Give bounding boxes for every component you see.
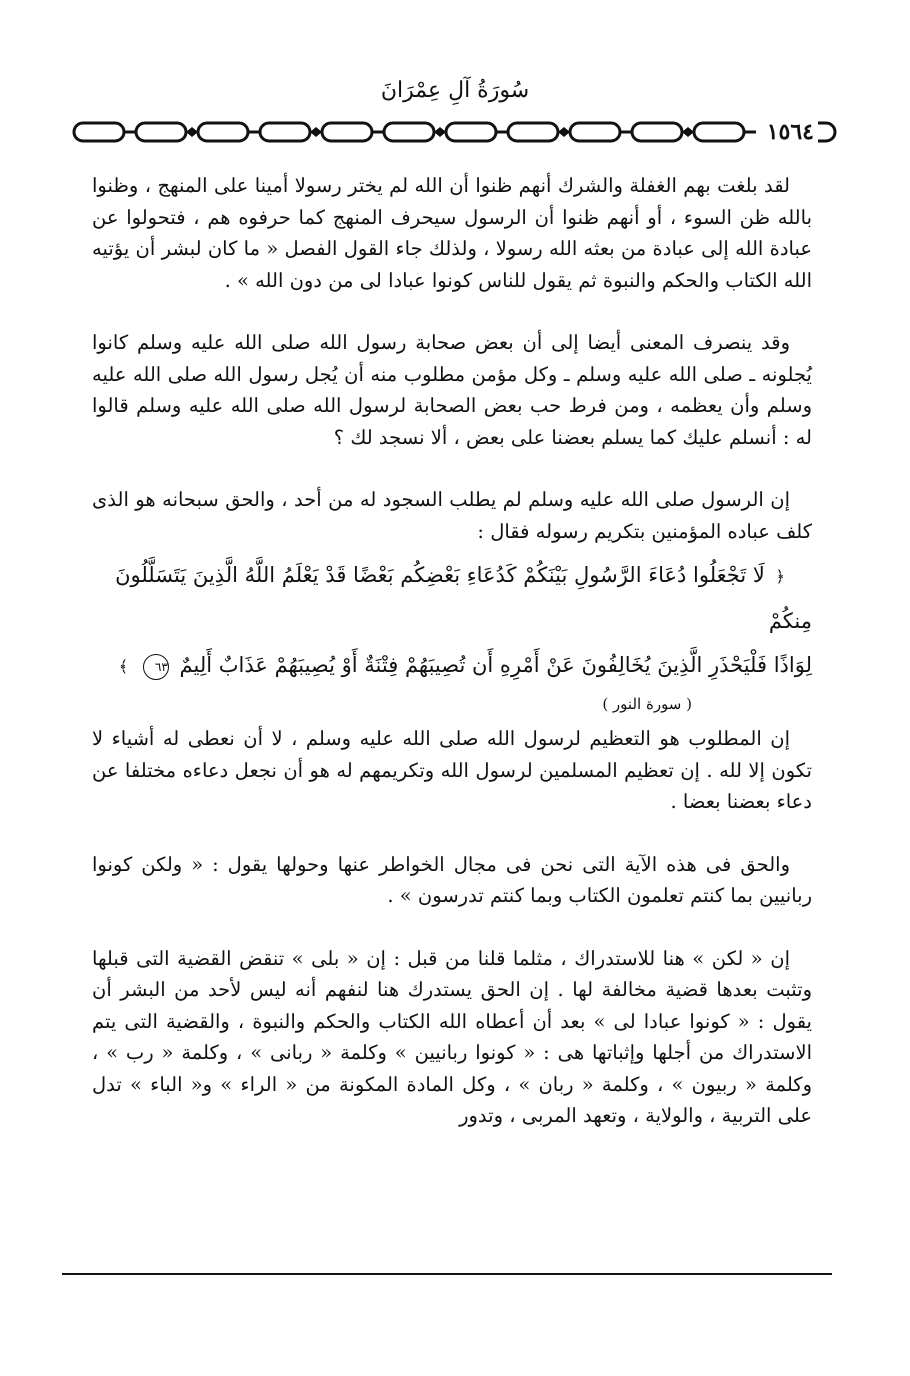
ornamental-header-border (70, 118, 840, 146)
page-number: ١٥٦٤ (763, 118, 818, 146)
verse-line-2 (92, 643, 812, 689)
chain-link (694, 123, 744, 141)
surah-title: سُورَةُ آلِ عِمْرَانَ (380, 78, 530, 103)
chain-diamond (186, 127, 198, 137)
chain-diamond (558, 127, 570, 137)
paragraph-6: إن « لكن » هنا للاستدراك ، مثلما قلنا من قبل : إن « بلى » تنقض القضية التى قبلها وتثبت بعدها قضية مخالفة لها . إن الحق يستدرك هنا لنفهم أنه ليس لأحد من البشر أن يقول : « كونوا عبادا لى » بعد أن أعطاه الله الكتاب والحكم والنبوة ، والقضية التى يتم الاستدراك من أجلها وإثباتها هى : « كونوا ربانيين » وكلمة « ربانى » ، وكلمة « رب » ، وكلمة « ربيون » ، وكلمة « ربان » ، وكل المادة المكونة من « الراء » و« الباء » تدل على التربية ، والولاية ، وتعهد المربى ، وتدور (92, 946, 812, 1127)
paragraph-5: والحق فى هذه الآية التى نحن فى مجال الخواطر عنها وحولها يقول : « ولكن كونوا ربانيين بما كنتم تعلمون الكتاب وبما كنتم تدرسون » . (92, 852, 812, 907)
chain-link (446, 123, 496, 141)
verse-number-badge: ٦٣ (143, 654, 169, 680)
paragraph-2: وقد ينصرف المعنى أيضا إلى أن بعض صحابة رسول الله صلى الله عليه وسلم كانوا يُجلونه ـ صلى الله عليه وسلم ـ وكل مؤمن مطلوب منه أن يُجل رسول الله صلى الله عليه وسلم وأن يعظمه ، ومن فرط حب بعض الصحابة لرسول الله صلى الله عليه وسلم قالوا له : أنسلم عليك كما يسلم بعضنا على بعض ، ألا نسجد لك ؟ (92, 331, 812, 449)
paragraph-3: إن الرسول صلى الله عليه وسلم لم يطلب السجود له من أحد ، والحق سبحانه هو الذى كلف عباده المؤمنين بتكريم رسوله فقال : (92, 488, 812, 543)
chain-ornament (70, 118, 840, 146)
chain-link (508, 123, 558, 141)
chain-link (74, 123, 124, 141)
verse-line-1 (92, 553, 812, 643)
page-body (92, 170, 812, 1132)
quran-verse (92, 553, 812, 689)
chain-link (632, 123, 682, 141)
paragraph-1: لقد بلغت بهم الغفلة والشرك أنهم ظنوا أن الله لم يختر رسولا أمينا على المنهج ، وظنوا بالله ظن السوء ، أو أنهم ظنوا أن الرسول سيحرف المنهج كما حرفوه هم ، فتحولوا عن عبادة الله إلى عبادة من بعثه الله رسولا ، ولذلك جاء القول الفصل « ما كان لبشر أن يؤتيه الله الكتاب والحكم والنبوة ثم يقول للناس كونوا عبادا لى من دون الله » . (92, 174, 812, 292)
chain-diamond (310, 127, 322, 137)
chain-link (136, 123, 186, 141)
footer-rule (62, 1273, 832, 1275)
surah-reference: ( سورة النور ) (602, 695, 692, 713)
verse-close-mark: ﴾ (118, 657, 129, 676)
paragraph-4: إن المطلوب هو التعظيم لرسول الله صلى الله عليه وسلم ، لا أن نعطى له أشياء لا تكون إلا لله . إن تعظيم المسلمين لرسول الله وتكريمهم له هو أن نجعل دعاءه مختلفا عن دعاء بعضنا بعضا . (92, 727, 812, 813)
chain-link (322, 123, 372, 141)
chain-link (198, 123, 248, 141)
chain-link (384, 123, 434, 141)
chain-link (570, 123, 620, 141)
chain-link (260, 123, 310, 141)
chain-diamond (682, 127, 694, 137)
verse-line-1-text: لَا تَجْعَلُوا دُعَاءَ الرَّسُولِ بَيْنَكُمْ كَدُعَاءِ بَعْضِكُم بَعْضًا قَدْ يَعْلَمُ اللَّهُ الَّذِينَ يَتَسَلَّلُونَ مِنكُمْ (115, 563, 812, 633)
verse-line-2-text: لِوَاذًا فَلْيَحْذَرِ الَّذِينَ يُخَالِفُونَ عَنْ أَمْرِهِ أَن تُصِيبَهُمْ فِتْنَةٌ أَوْ يُصِيبَهُمْ عَذَابٌ أَلِيمٌ (179, 653, 812, 677)
chain-diamond (434, 127, 446, 137)
verse-open-mark: ﴿ (775, 567, 785, 586)
